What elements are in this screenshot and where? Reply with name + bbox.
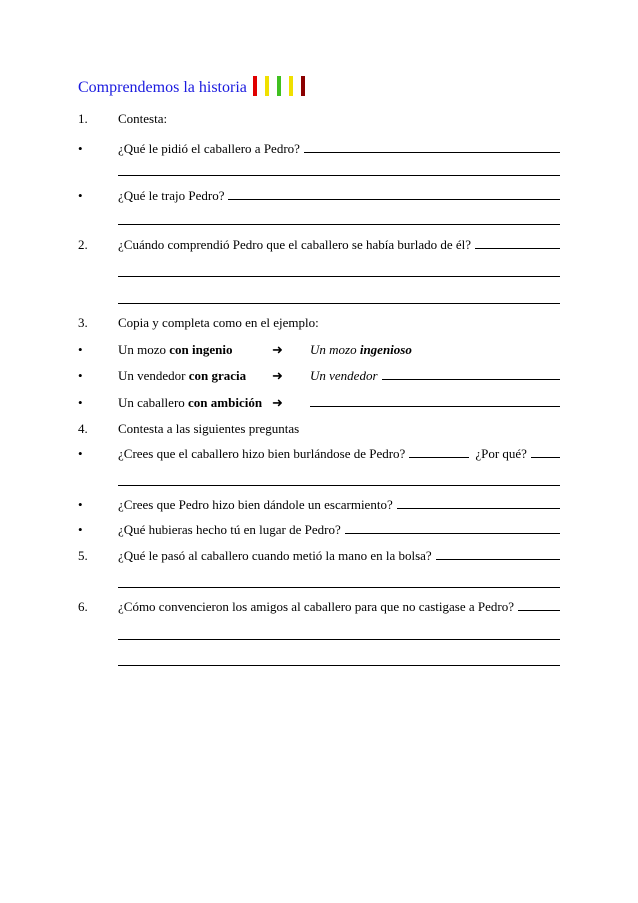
answer-line[interactable] — [475, 236, 560, 249]
bullet: • — [78, 395, 83, 410]
question-text: ¿Crees que el caballero hizo bien burlándose de Pedro? — [118, 446, 406, 461]
yellow-bar-icon — [265, 76, 269, 96]
answer-text: Un vendedor — [310, 368, 378, 383]
question-5 — [78, 547, 560, 565]
example-bold: con gracia — [188, 368, 247, 383]
question-4c — [78, 521, 560, 539]
question-number: 1. — [78, 111, 88, 126]
answer-line[interactable] — [382, 367, 560, 380]
bullet: • — [78, 497, 83, 512]
question-text: ¿Cómo convencieron los amigos al caballero para que no castigase a Pedro? — [118, 599, 514, 614]
question-text: ¿Qué le pidió el caballero a Pedro? — [118, 141, 300, 156]
arrow-icon: ➜ — [272, 395, 283, 410]
answer-text: Un mozo — [310, 342, 360, 357]
question-1b — [78, 187, 560, 205]
answer-line[interactable] — [518, 598, 560, 611]
answer-line[interactable] — [409, 445, 469, 458]
answer-line[interactable] — [118, 224, 560, 225]
worksheet-title — [78, 76, 313, 103]
dark-red-bar-icon — [301, 76, 305, 96]
example-row-3 — [78, 394, 560, 412]
answer-line[interactable] — [118, 587, 560, 588]
question-text: ¿Cuándo comprendió Pedro que el caballero se había burlado de él? — [118, 237, 472, 252]
title-text: Comprendemos la historia — [78, 79, 247, 96]
answer-line[interactable] — [118, 639, 560, 640]
answer-line[interactable] — [531, 445, 560, 458]
question-number: 3. — [78, 315, 88, 330]
bullet: • — [78, 141, 83, 156]
answer-line[interactable] — [310, 394, 560, 407]
question-text: ¿Crees que Pedro hizo bien dándole un escarmiento? — [118, 497, 393, 512]
answer-bold: ingenioso — [359, 342, 412, 357]
answer-line[interactable] — [345, 521, 560, 534]
question-text: ¿Qué hubieras hecho tú en lugar de Pedro? — [118, 522, 341, 537]
bullet: • — [78, 522, 83, 537]
green-bar-icon — [277, 76, 281, 96]
question-text: ¿Qué le trajo Pedro? — [118, 188, 225, 203]
answer-line[interactable] — [397, 496, 560, 509]
question-4a — [78, 445, 560, 463]
why-text: ¿Por qué? — [475, 446, 527, 461]
question-text: Contesta: — [118, 111, 168, 126]
question-number: 6. — [78, 599, 88, 614]
question-3 — [78, 314, 560, 332]
question-4b — [78, 496, 560, 514]
bullet: • — [78, 188, 83, 203]
example-text: Un caballero — [118, 395, 189, 410]
example-row-1 — [78, 341, 560, 359]
answer-line[interactable] — [118, 303, 560, 304]
question-number: 2. — [78, 237, 88, 252]
bullet: • — [78, 342, 83, 357]
question-6 — [78, 598, 560, 616]
red-bar-icon — [253, 76, 257, 96]
example-text: Un vendedor — [118, 368, 189, 383]
question-text: ¿Qué le pasó al caballero cuando metió la mano en la bolsa? — [118, 548, 432, 563]
answer-line[interactable] — [118, 276, 560, 277]
bullet: • — [78, 446, 83, 461]
question-2 — [78, 236, 560, 254]
yellow-bar-icon — [289, 76, 293, 96]
answer-line[interactable] — [436, 547, 560, 560]
example-text: Un mozo — [118, 342, 170, 357]
question-1a — [78, 140, 560, 158]
question-text: Copia y completa como en el ejemplo: — [118, 315, 319, 330]
answer-line[interactable] — [304, 140, 560, 153]
arrow-icon: ➜ — [272, 342, 283, 357]
title-color-bars — [253, 76, 313, 103]
question-1 — [78, 110, 560, 128]
arrow-icon: ➜ — [272, 368, 283, 383]
question-text: Contesta a las siguientes preguntas — [118, 421, 300, 436]
bullet: • — [78, 368, 83, 383]
answer-line[interactable] — [118, 665, 560, 666]
example-row-2 — [78, 367, 560, 385]
example-bold: con ambición — [188, 395, 263, 410]
answer-line[interactable] — [118, 485, 560, 486]
answer-line[interactable] — [228, 187, 560, 200]
example-bold: con ingenio — [169, 342, 233, 357]
answer-line[interactable] — [118, 175, 560, 176]
question-number: 5. — [78, 548, 88, 563]
question-number: 4. — [78, 421, 88, 436]
question-4 — [78, 420, 560, 438]
